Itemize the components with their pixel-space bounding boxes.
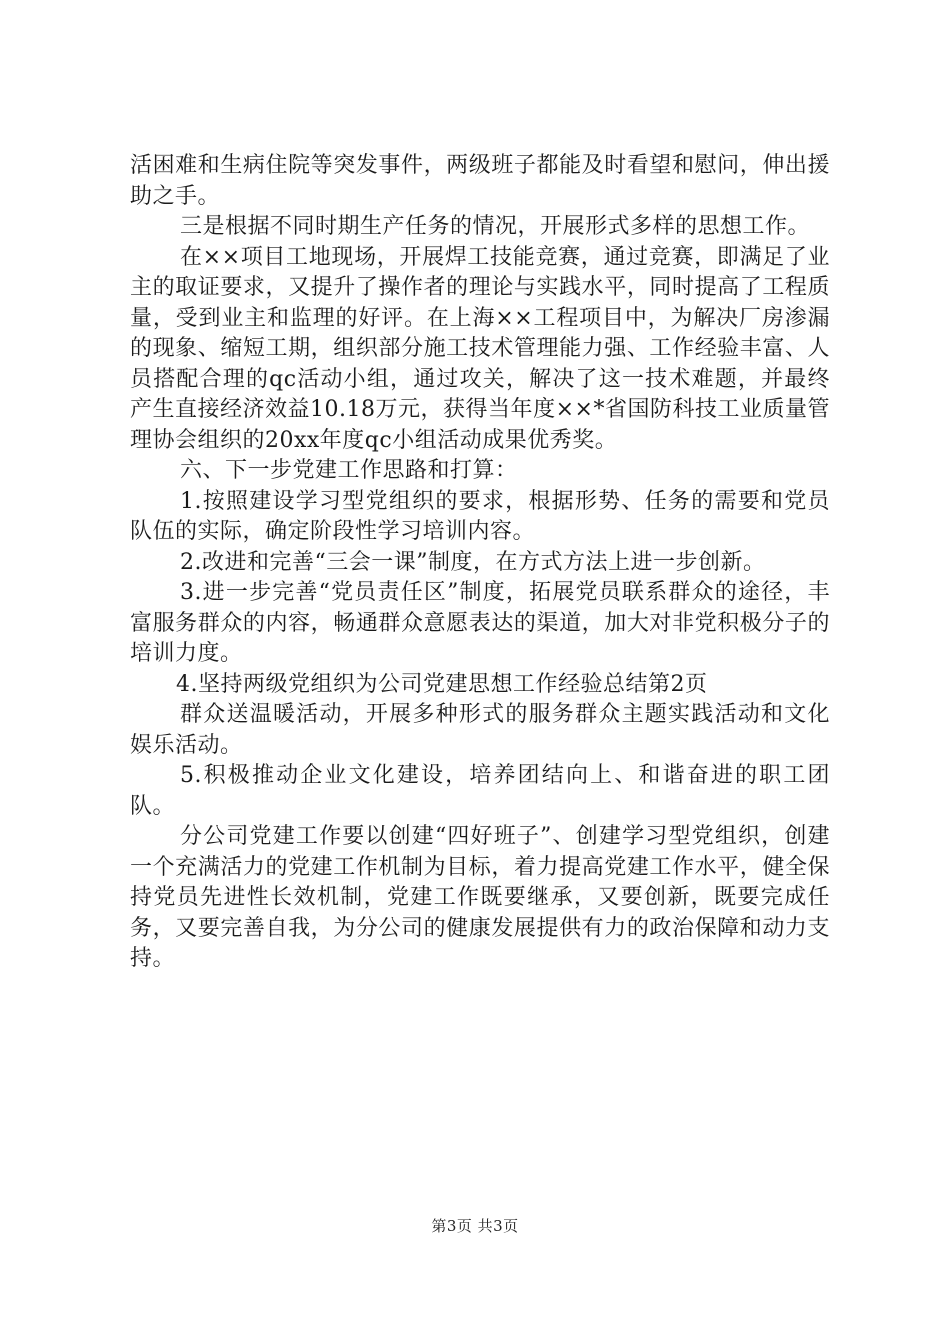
paragraph-3: 在××项目工地现场，开展焊工技能竞赛，通过竞赛，即满足了业主的取证要求，又提升了操作者的理论与实践水平，同时提高了工程质量，受到业主和监理的好评。在上海××工程项目中，为解决厂房渗漏的现象、缩短工期，组织部分施工技术管理能力强、工作经验丰富、人员搭配合理的qc活动小组，通过攻关，解决了这一技术难题，并最终产生直接经济效益10.18万元，获得当年度××*省国防科技工业质量管理协会组织的20xx年度qc小组活动成果优秀奖。 — [130, 244, 830, 453]
list-item-1: 1.按照建设学习型党组织的要求，根据形势、任务的需要和党员队伍的实际，确定阶段性学习培训内容。 — [130, 488, 830, 544]
page-footer: 第3页 共3页 — [431, 1217, 519, 1235]
list-item-5: 5.积极推动企业文化建设，培养团结向上、和谐奋进的职工团队。 — [130, 763, 830, 819]
list-item-4: 4.坚持两级党组织为公司党建思想工作经验总结第2页 — [176, 671, 708, 697]
section-heading: 六、下一步党建工作思路和打算： — [180, 458, 518, 483]
list-item-3: 3.进一步完善“党员责任区”制度，拓展党员联系群众的途径，丰富服务群众的内容，畅通群众意愿表达的渠道，加大对非党积极分子的培训力度。 — [130, 580, 830, 666]
document-body — [130, 151, 830, 975]
paragraph-1: 活困难和生病住院等突发事件，两级班子都能及时看望和慰问，伸出援助之手。 — [130, 153, 830, 209]
closing-paragraph: 分公司党建工作要以创建“四好班子”、创建学习型党组织，创建一个充满活力的党建工作机制为目标，着力提高党建工作水平，健全保持党员先进性长效机制，党建工作既要继承，又要创新，既要完成任务，又要完善自我，为分公司的健康发展提供有力的政治保障和动力支持。 — [130, 824, 830, 971]
list-item-4-continued: 群众送温暖活动，开展多种形式的服务群众主题实践活动和文化娱乐活动。 — [130, 702, 830, 758]
paragraph-2: 三是根据不同时期生产任务的情况，开展形式多样的思想工作。 — [180, 214, 811, 239]
list-item-2: 2.改进和完善“三会一课”制度，在方式方法上进一步创新。 — [180, 549, 766, 575]
